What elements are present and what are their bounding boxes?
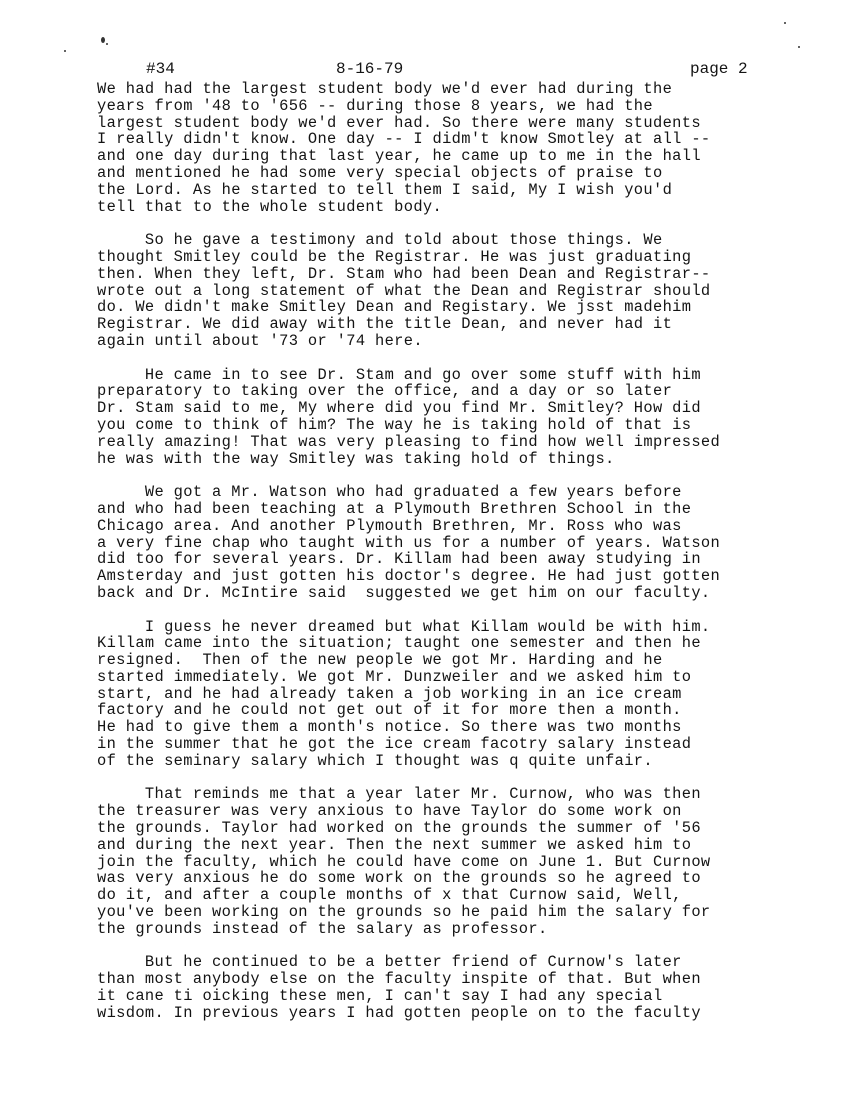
- text-line: of the seminary salary which I thought was q quite unfair.: [97, 751, 653, 770]
- text-line: Amsterday and just gotten his doctor's degree. He had just gotten: [97, 567, 721, 586]
- text-line: in the summer that he got the ice cream facotry salary instead: [97, 735, 692, 754]
- text-line: he was with the way Smitley was taking hold of things.: [97, 449, 615, 468]
- text-line: But he continued to be a better friend of Curnow's later: [97, 953, 682, 972]
- text-line: Chicago area. And another Plymouth Brethren, Mr. Ross who was: [97, 516, 682, 535]
- text-line: join the faculty, which he could have come on June 1. But Curnow: [97, 852, 711, 871]
- text-line: preparatory to taking over the office, and a day or so later: [97, 382, 673, 401]
- text-line: wrote out a long statement of what the Dean and Registrar should: [97, 281, 711, 300]
- paragraph: [97, 81, 777, 215]
- text-line: was very anxious he do some work on the grounds so he agreed to: [97, 869, 701, 888]
- text-line: do it, and after a couple months of x that Curnow said, Well,: [97, 886, 682, 905]
- text-line: resigned. Then of the new people we got Mr. Harding and he: [97, 651, 663, 670]
- text-line: So he gave a testimony and told about those things. We: [97, 231, 663, 250]
- transcript-body: [97, 81, 777, 1038]
- text-line: tell that to the whole student body.: [97, 197, 443, 216]
- paragraph: [97, 232, 777, 350]
- text-line: start, and he had already taken a job working in an ice cream: [97, 684, 682, 703]
- text-line: Dr. Stam said to me, My where did you find Mr. Smitley? How did: [97, 399, 701, 418]
- paragraph: [97, 954, 777, 1021]
- text-line: I guess he never dreamed but what Killam would be with him.: [97, 617, 711, 636]
- document-number: #34: [146, 60, 175, 78]
- text-line: you've been working on the grounds so he paid him the salary for: [97, 903, 711, 922]
- document-date: 8-16-79: [336, 60, 404, 78]
- page-header: [0, 58, 849, 80]
- text-line: and mentioned he had some very special objects of praise to: [97, 163, 663, 182]
- text-line: the Lord. As he started to tell them I said, My I wish you'd: [97, 180, 673, 199]
- text-line: thought Smitley could be the Registrar. He was just graduating: [97, 247, 692, 266]
- paragraph: [97, 786, 777, 937]
- text-line: a very fine chap who taught with us for a number of years. Watson: [97, 533, 721, 552]
- text-line: really amazing! That was very pleasing to find how well impressed: [97, 432, 721, 451]
- text-line: you come to think of him? The way he is taking hold of that is: [97, 415, 692, 434]
- text-line: again until about '73 or '74 here.: [97, 331, 423, 350]
- text-line: I really didn't know. One day -- I didm't know Smotley at all --: [97, 130, 711, 149]
- text-line: the treasurer was very anxious to have Taylor do some work on: [97, 802, 682, 821]
- text-line: Registrar. We did away with the title Dean, and never had it: [97, 315, 673, 334]
- text-line: back and Dr. McIntire said suggested we get him on our faculty.: [97, 583, 711, 602]
- text-line: and one day during that last year, he came up to me in the hall: [97, 147, 701, 166]
- text-line: We had had the largest student body we'd ever had during the: [97, 80, 673, 98]
- text-line: did too for several years. Dr. Killam had been away studying in: [97, 550, 701, 569]
- text-line: We got a Mr. Watson who had graduated a few years before: [97, 483, 682, 502]
- text-line: factory and he could not get out of it for more then a month.: [97, 701, 682, 720]
- text-line: then. When they left, Dr. Stam who had been Dean and Registrar--: [97, 264, 711, 283]
- text-line: do. We didn't make Smitley Dean and Registary. We jsst madehim: [97, 298, 692, 317]
- scan-speck: [64, 50, 66, 52]
- page-number: page 2: [690, 60, 748, 78]
- text-line: started immediately. We got Mr. Dunzweiler and we asked him to: [97, 667, 692, 686]
- paragraph: [97, 484, 777, 602]
- text-line: That reminds me that a year later Mr. Curnow, who was then: [97, 785, 701, 804]
- paragraph: [97, 367, 777, 468]
- paragraph: [97, 619, 777, 770]
- text-line: and who had been teaching at a Plymouth Brethren School in the: [97, 499, 692, 518]
- scan-speck: [101, 37, 105, 43]
- scan-speck: [798, 46, 800, 48]
- scan-speck: [106, 43, 108, 45]
- text-line: the grounds. Taylor had worked on the grounds the summer of '56: [97, 819, 701, 838]
- text-line: and during the next year. Then the next summer we asked him to: [97, 835, 692, 854]
- text-line: the grounds instead of the salary as professor.: [97, 919, 548, 938]
- scan-speck: [784, 22, 786, 24]
- text-line: He came in to see Dr. Stam and go over some stuff with him: [97, 365, 701, 384]
- text-line: years from '48 to '656 -- during those 8 years, we had the: [97, 96, 653, 115]
- text-line: it cane ti oicking these men, I can't say I had any special: [97, 987, 663, 1006]
- text-line: Killam came into the situation; taught one semester and then he: [97, 634, 701, 653]
- text-line: largest student body we'd ever had. So there were many students: [97, 113, 701, 132]
- text-line: wisdom. In previous years I had gotten people on to the faculty: [97, 1003, 701, 1022]
- text-line: He had to give them a month's notice. So there was two months: [97, 718, 682, 737]
- text-line: than most anybody else on the faculty inspite of that. But when: [97, 970, 701, 989]
